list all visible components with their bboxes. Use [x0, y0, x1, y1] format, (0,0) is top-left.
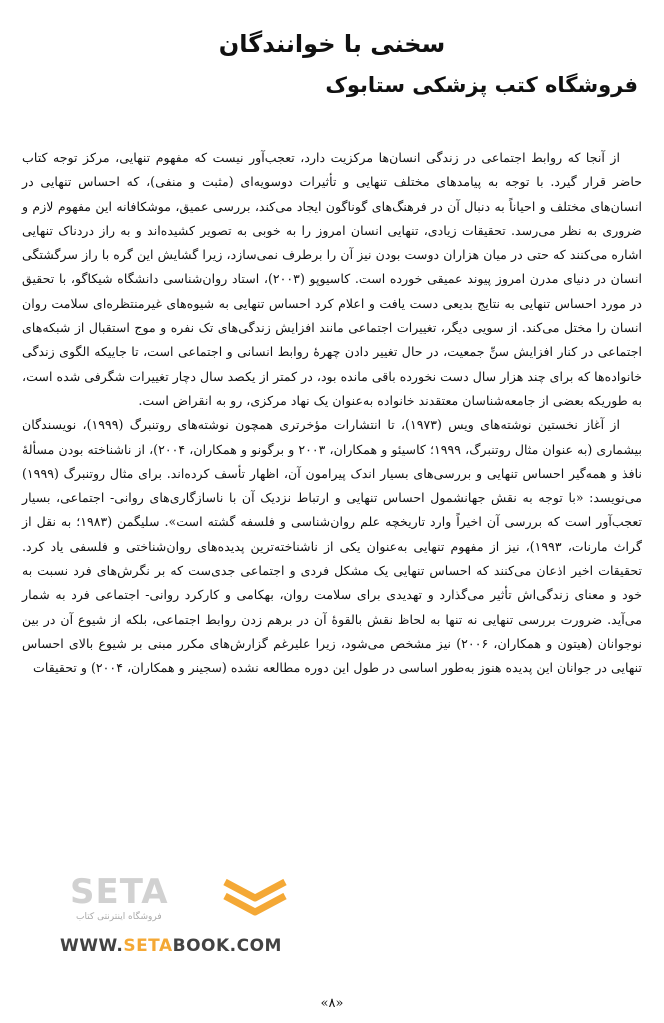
watermark-url-suffix: BOOK.COM: [172, 936, 282, 956]
watermark-tagline: فروشگاه اینترنتی کتاب: [76, 912, 162, 922]
setabook-watermark: [60, 868, 300, 958]
body-text: [22, 146, 642, 681]
book-logo-icon: [220, 868, 290, 928]
watermark-url-prefix: WWW.: [60, 936, 124, 956]
watermark-url: [60, 936, 282, 956]
page-number: «۸»: [320, 996, 344, 1011]
paragraph-1: از آنجا که روابط اجتماعی در زندگی انسان‌ها مرکزیت دارد، تعجب‌آور نیست که مفهوم تنهایی، مرکز توجه کتاب حاضر قرار گیرد. با توجه به پیامدهای مختلف تنهایی و تأثیرات دوسویه‌ای (مثبت و منفی)، که احساس تنهایی در انسان‌های مختلف و احیاناً به دنبال آن در فرهنگ‌های گوناگون ایجاد می‌کند، بررسی عمیق، موشکافانه این مفهوم لازم و ضروری به نظر می‌رسد. تحقیقات زیادی، تنهایی انسان امروز را به خوبی به تصویر کشیده‌اند و به راز دردناک تنهایی اشاره می‌کنند که حتی در میان هزاران دوست بودن نیز آن را برطرف نمی‌سازد، زیرا گشایش این گره با راز سرگشتگی انسان در دنیای مدرن امروز پیوند عمیقی خورده است. کاسیوپو (۲۰۰۳)، استاد روان‌شناسی دانشگاه شیکاگو، با تحقیق در مورد احساس تنهایی به نتایج بدیعی دست یافت و اعلام کرد احساس تنهایی به شیوه‌های غیرمنتظره‌ای سلامت روان انسان را مختل می‌کند. از سویی دیگر، تغییرات اجتماعی مانند افزایش زندگی‌های تک نفره و موج استقبال از شبکه‌های اجتماعی در کنار افزایش سنِّ جمعیت، در حال تغییر دادن چهرهٔ روابط انسانی و اجتماعی است، تا جاییکه الگوی زندگی خانواده‌ها که برای چند هزار سال دست نخورده باقی مانده بود، در کمتر از یکصد سال دچار تغییرات شگرفی شده است، به طوریکه بعضی از جامعه‌شناسان معتقدند خانواده به‌عنوان یک نهاد مرکزی، رو به انقراض است.: [22, 150, 643, 408]
watermark-brand: SETA: [70, 872, 169, 912]
paragraph-2: از آغاز نخستین نوشته‌های ویس (۱۹۷۳)، تا انتشارات مؤخرتری همچون نوشته‌های روتنبرگ (۱۹۹۹)، نویسندگان بیشماری (به عنوان مثال روتنبرگ، ۱۹۹۹؛ کاسیئو و همکاران، ۲۰۰۳ و برگونو و همکاران، ۲۰۰۴)، از ناشناخته بودن مسألهٔ نافذ و همه‌گیر احساس تنهایی و بررسی‌های بسیار اندک پیرامون آن، اظهار تأسف کرده‌اند. برای مثال روتنبرگ (۱۹۹۹) می‌نویسد: «با توجه به نقش جهانشمول احساس تنهایی و ارتباط نزدیک آن با ناسازگاری‌های روانی- اجتماعی، بسیار تعجب‌آور است که بررسی آن اخیراً وارد تاریخچه علم روان‌شناسی و فلسفه گشته است». سلیگمن (۱۹۸۳؛ به نقل از گراث مارنات، ۱۹۹۳)، نیز از مفهوم تنهایی به‌عنوان یکی از ناشناخته‌ترین پدیده‌های روان‌شناختی و فلسفی یاد کرد. تحقیقات اخیر اذعان می‌کنند که احساس تنهایی یک مشکل فردی و اجتماعی جدی‌ست که بر نگرش‌های فرد نسبت به خود و معنای زندگی‌اش تأثیر می‌گذارد و تهدیدی برای سلامت روان، بهکامی و کارکرد روانی- اجتماعی فرد به شمار می‌آید. ضرورت بررسی تنهایی نه تنها به لحاظ نقش بالقوهٔ آن در برهم زدن روابط اجتماعی، بلکه از شیوع آن در بین نوجوانان (هیتون و همکاران، ۲۰۰۶) نیز مشخص می‌شود، زیرا علیرغم گزارش‌های مکرر مبنی بر شیوع بالای احساس تنهایی در جوانان این پدیده هنوز به‌طور اساسی در طول این دوره مطالعه نشده (سجینر و همکاران، ۲۰۰۴) و تحقیقات: [22, 417, 643, 676]
page-subtitle: فروشگاه کتب پزشکی ستابوک: [325, 73, 638, 97]
watermark-url-accent: SETA: [123, 936, 173, 956]
page-title: سخنی با خوانندگان: [218, 30, 446, 58]
